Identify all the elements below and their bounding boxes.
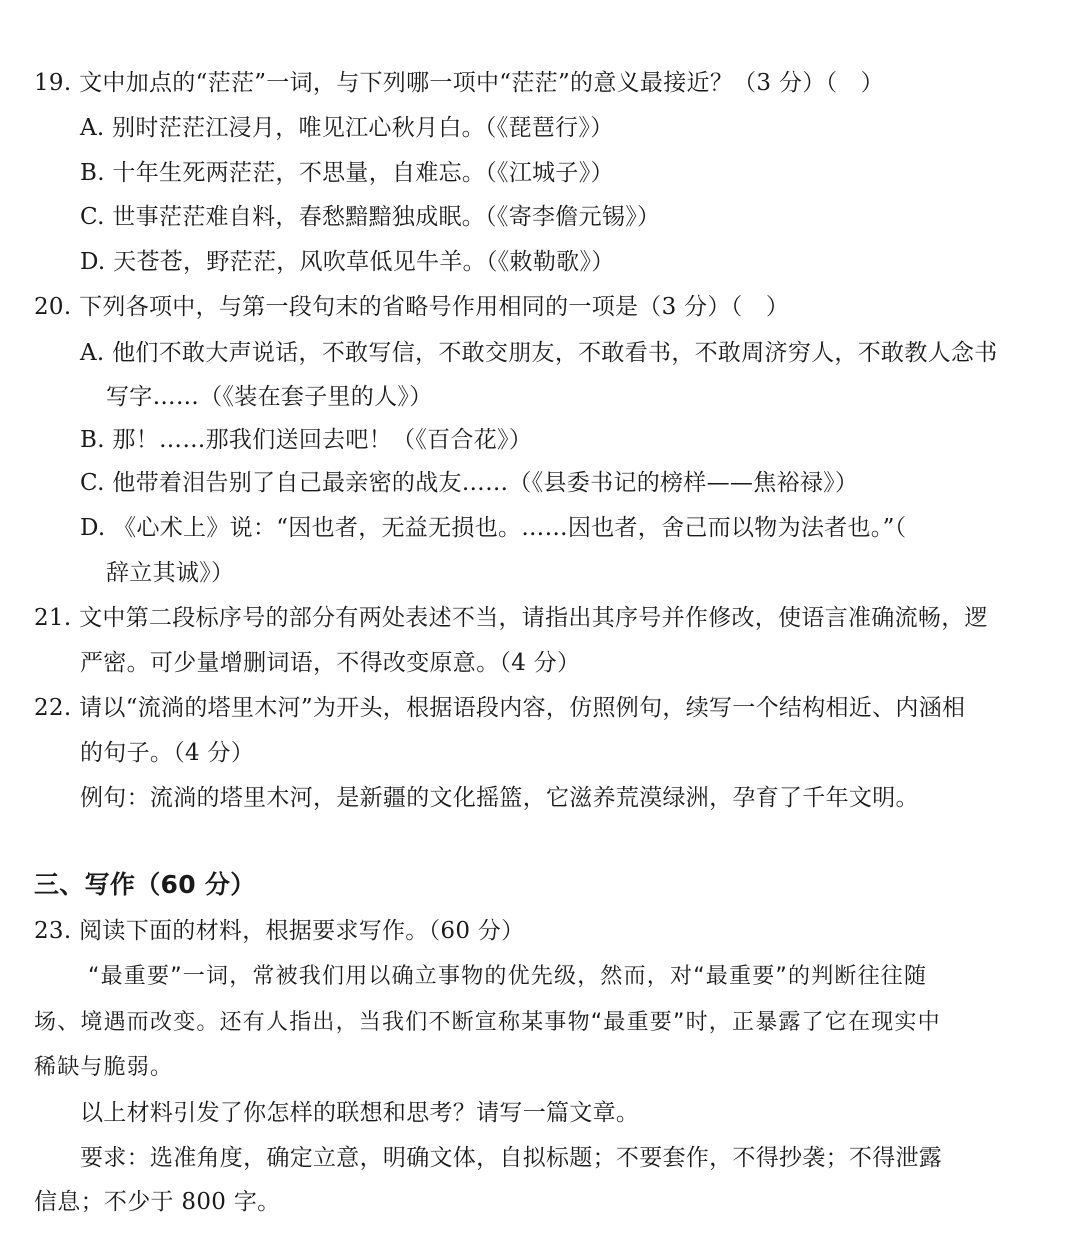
q22-line2: 的句子。（4 分）: [80, 740, 255, 766]
q23-requirements-line2: 信息；不少于 800 字。: [34, 1189, 281, 1215]
q23-prompt: 以上材料引发了你怎样的联想和思考？请写一篇文章。: [80, 1100, 640, 1126]
q20-option-a-line2: 写字……（《装在套子里的人》）: [106, 384, 433, 410]
q19-option-c: C. 世事茫茫难自料，春愁黯黯独成眠。（《寄李儋元锡》）: [80, 204, 661, 230]
q23-material-line3: 稀缺与脆弱。: [34, 1055, 174, 1080]
q20-option-d-line1: D. 《心术上》说：“因也者，无益无损也。……因也者，舍己而以物为法者也。”（: [80, 515, 907, 541]
q20-stem: 20. 下列各项中，与第一段句末的省略号作用相同的一项是（3 分）（ ）: [34, 294, 790, 320]
q20-option-d-line2: 辞立其诚》）: [106, 560, 235, 586]
q23-stem: 23. 阅读下面的材料，根据要求写作。（60 分）: [34, 918, 525, 944]
q23-material-line2: 场、境遇而改变。还有人指出，当我们不断宣称某事物“最重要”时，正暴露了它在现实中: [34, 1010, 941, 1035]
q20-option-c: C. 他带着泪告别了自己最亲密的战友……（《县委书记的榜样——焦裕禄》）: [80, 470, 859, 496]
section-title-writing: 三、写作（60 分）: [34, 870, 256, 899]
q20-option-a-line1: A. 他们不敢大声说话，不敢写信，不敢交朋友，不敢看书，不敢周济穷人，不敢教人念书: [80, 340, 998, 366]
q23-material-line1: “最重要”一词，常被我们用以确立事物的优先级，然而，对“最重要”的判断往往随: [88, 964, 928, 989]
q19-option-d: D. 天苍苍，野茫茫，风吹草低见牛羊。（《敕勒歌》）: [80, 249, 615, 275]
q19-option-b: B. 十年生死两茫茫，不思量，自难忘。（《江城子》）: [80, 160, 614, 186]
q21-line1: 21. 文中第二段标序号的部分有两处表述不当，请指出其序号并作修改，使语言准确流畅，逻: [34, 605, 988, 631]
q19-option-a: A. 别时茫茫江浸月，唯见江心秋月白。（《琵琶行》）: [80, 115, 614, 141]
q23-requirements-line1: 要求：选准角度，确定立意，明确文体，自拟标题；不要套作，不得抄袭；不得泄露: [80, 1145, 943, 1171]
q19-stem: 19. 文中加点的“茫茫”一词，与下列哪一项中“茫茫”的意义最接近？（3 分）（ ）: [34, 70, 884, 96]
q22-example: 例句：流淌的塔里木河，是新疆的文化摇篮，它滋养荒漠绿洲，孕育了千年文明。: [80, 785, 919, 811]
q22-line1: 22. 请以“流淌的塔里木河”为开头，根据语段内容，仿照例句，续写一个结构相近、内涵相: [34, 695, 966, 721]
q21-line2: 严密。可少量增删词语，不得改变原意。（4 分）: [80, 650, 581, 676]
q20-option-b: B. 那！……那我们送回去吧！（《百合花》）: [80, 427, 533, 453]
